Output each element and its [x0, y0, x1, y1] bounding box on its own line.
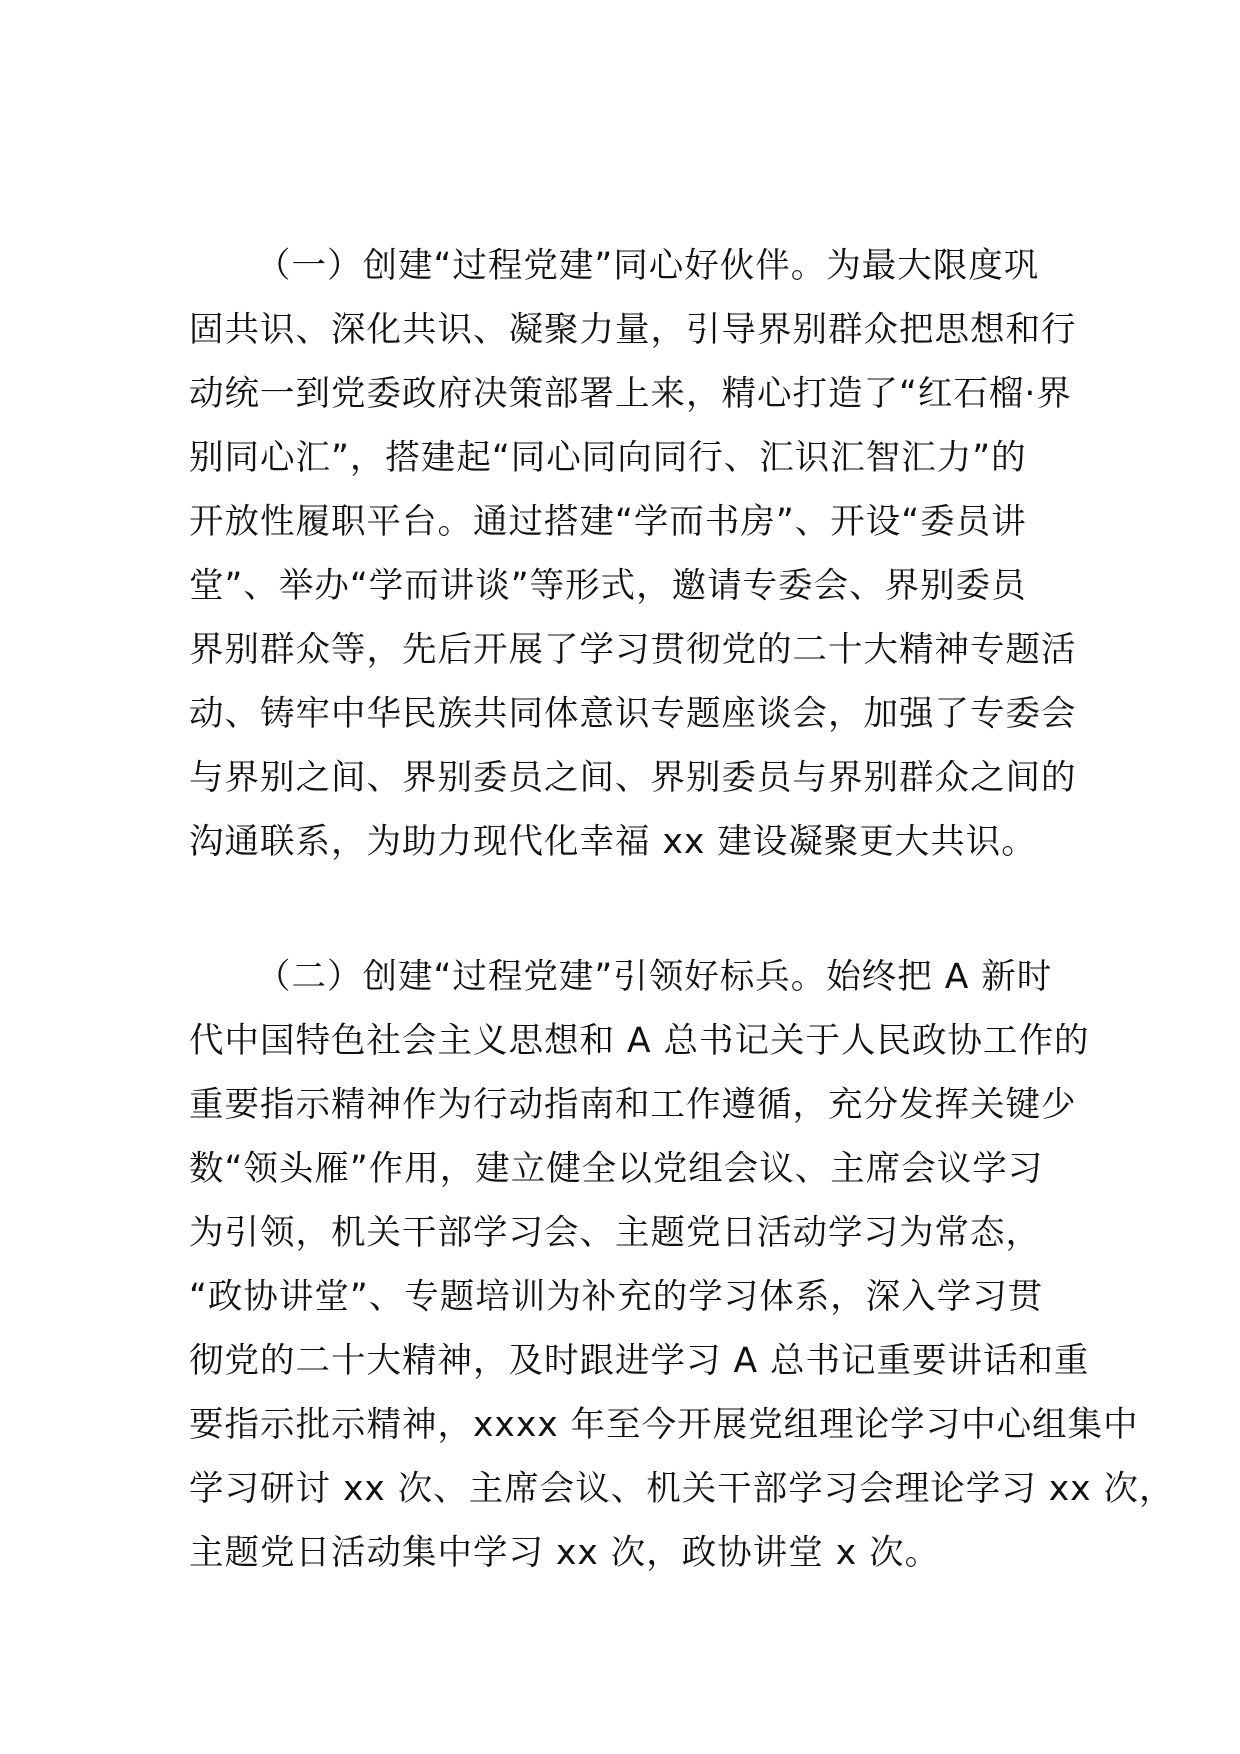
paragraph-line: 开放性履职平台。通过搭建“学而书房”、开设“委员讲 [189, 502, 1027, 542]
paragraph-line: （二）创建“过程党建”引领好标兵。始终把 A 新时 [256, 957, 1053, 997]
paragraph-line: 数“领头雁”作用，建立健全以党组会议、主席会议学习 [189, 1149, 1044, 1189]
paragraph-line: 重要指示精神作为行动指南和工作遵循，充分发挥关键少 [189, 1085, 1077, 1125]
paragraph-line: 别同心汇”，搭建起“同心同向同行、汇识汇智汇力”的 [189, 438, 1027, 478]
paragraph-line: 动、铸牢中华民族共同体意识专题座谈会，加强了专委会 [189, 694, 1077, 734]
paragraph-line: 沟通联系，为助力现代化幸福 xx 建设凝聚更大共识。 [189, 822, 1037, 862]
paragraph-line: 固共识、深化共识、凝聚力量，引导界别群众把思想和行 [189, 310, 1077, 350]
paragraph-line: 要指示批示精神，xxxx 年至今开展党组理论学习中心组集中 [189, 1405, 1139, 1445]
paragraph-line: 彻党的二十大精神，及时跟进学习 A 总书记重要讲话和重 [189, 1341, 1090, 1381]
paragraph-line: 与界别之间、界别委员之间、界别委员与界别群众之间的 [189, 758, 1077, 798]
paragraph-line: “政协讲堂”、专题培训为补充的学习体系，深入学习贯 [189, 1277, 1044, 1317]
paragraph-line: 主题党日活动集中学习 xx 次，政协讲堂 x 次。 [189, 1533, 941, 1573]
paragraph-line: 代中国特色社会主义思想和 A 总书记关于人民政协工作的 [189, 1021, 1090, 1061]
paragraph-line: 动统一到党委政府决策部署上来，精心打造了“红石榴·界 [189, 374, 1072, 414]
paragraph-line: 界别群众等，先后开展了学习贯彻党的二十大精神专题活 [189, 630, 1077, 670]
paragraph-line: （一）创建“过程党建”同心好伙伴。为最大限度巩 [256, 246, 1040, 286]
paragraph-line: 堂”、举办“学而讲谈”等形式，邀请专委会、界别委员 [189, 566, 1027, 606]
paragraph-line: 学习研讨 xx 次、主席会议、机关干部学习会理论学习 xx 次， [189, 1469, 1175, 1509]
paragraph-line: 为引领，机关干部学习会、主题党日活动学习为常态， [189, 1213, 1041, 1253]
